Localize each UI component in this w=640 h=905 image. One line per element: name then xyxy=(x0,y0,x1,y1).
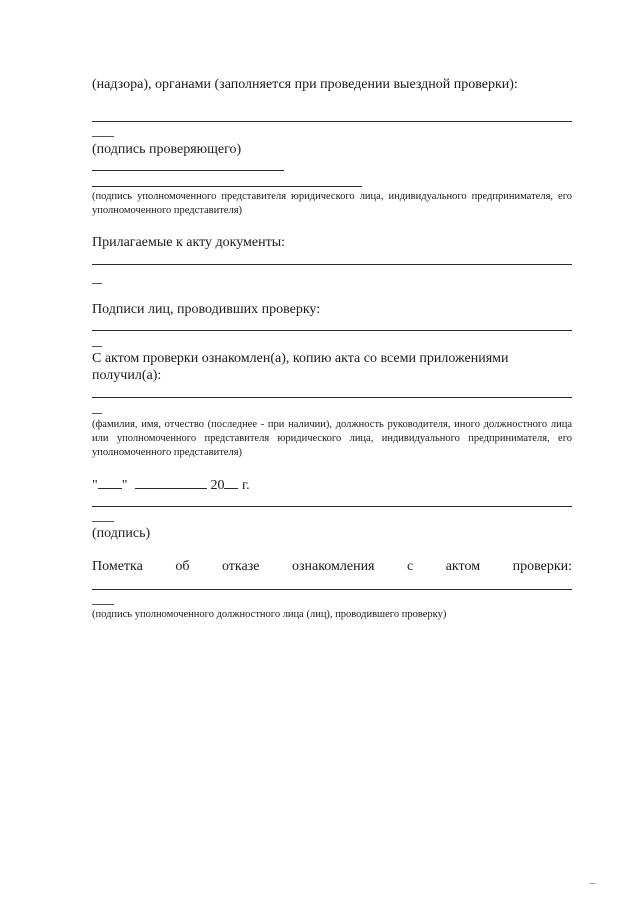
acquainted-caption: (фамилия, имя, отчество (последнее - при наличии), должность руководителя, иного должностного лица или уполномоченного представителя юридического лица, индивидуального предпринимателя, его уполномоченного представителя) xyxy=(92,419,572,458)
supervision-bodies-text: (надзора), органами (заполняется при проведении выездной проверки): xyxy=(92,77,518,92)
date-signature-line xyxy=(92,506,572,507)
date-row xyxy=(92,476,250,494)
line-continuation-mark xyxy=(92,604,114,605)
line-continuation-mark xyxy=(92,283,102,284)
refusal-word: актом xyxy=(445,559,481,574)
line-continuation-mark xyxy=(92,136,114,137)
inspectors-signatures-label: Подписи лиц, проводивших проверку: xyxy=(92,302,321,317)
year-prefix: 20 xyxy=(210,478,225,493)
refusal-word: Пометка xyxy=(92,559,143,574)
refusal-note-label xyxy=(92,558,572,575)
date-quote-close: " xyxy=(121,478,128,493)
refusal-word: с xyxy=(407,559,414,574)
line-continuation-mark xyxy=(92,413,102,414)
refusal-word: проверки: xyxy=(512,559,572,574)
official-signature-caption: (подпись уполномоченного должностного лица (лиц), проводившего проверку) xyxy=(92,609,447,620)
inspection-note-line xyxy=(92,121,572,122)
day-blank xyxy=(98,476,122,489)
date-quote-open: " xyxy=(92,478,98,493)
signature-line-short xyxy=(92,170,284,171)
acquainted-label: С актом проверки ознакомлен(а), копию акта со всеми приложениями получил(а): xyxy=(92,351,509,383)
refusal-word: об xyxy=(175,559,190,574)
attached-documents-line xyxy=(92,264,572,265)
representative-signature-caption: (подпись уполномоченного представителя юридического лица, индивидуального предпринимателя, его уполномоченного представителя) xyxy=(92,191,572,216)
attached-documents-label: Прилагаемые к акту документы: xyxy=(92,235,286,250)
refusal-word: отказе xyxy=(221,559,260,574)
month-blank xyxy=(135,476,207,489)
inspectors-signatures-line xyxy=(92,330,572,331)
representative-signature-line xyxy=(92,186,362,187)
signature-caption: (подпись) xyxy=(92,526,151,541)
refusal-word: ознакомления xyxy=(291,559,375,574)
refusal-note-line xyxy=(92,589,572,590)
inspector-signature-caption: (подпись проверяющего) xyxy=(92,142,242,157)
year-blank xyxy=(224,476,238,489)
acquainted-signature-line xyxy=(92,397,572,398)
line-continuation-mark xyxy=(92,521,114,522)
page-corner-mark: – xyxy=(590,878,595,889)
year-suffix: г. xyxy=(241,478,250,493)
line-continuation-mark xyxy=(92,346,102,347)
